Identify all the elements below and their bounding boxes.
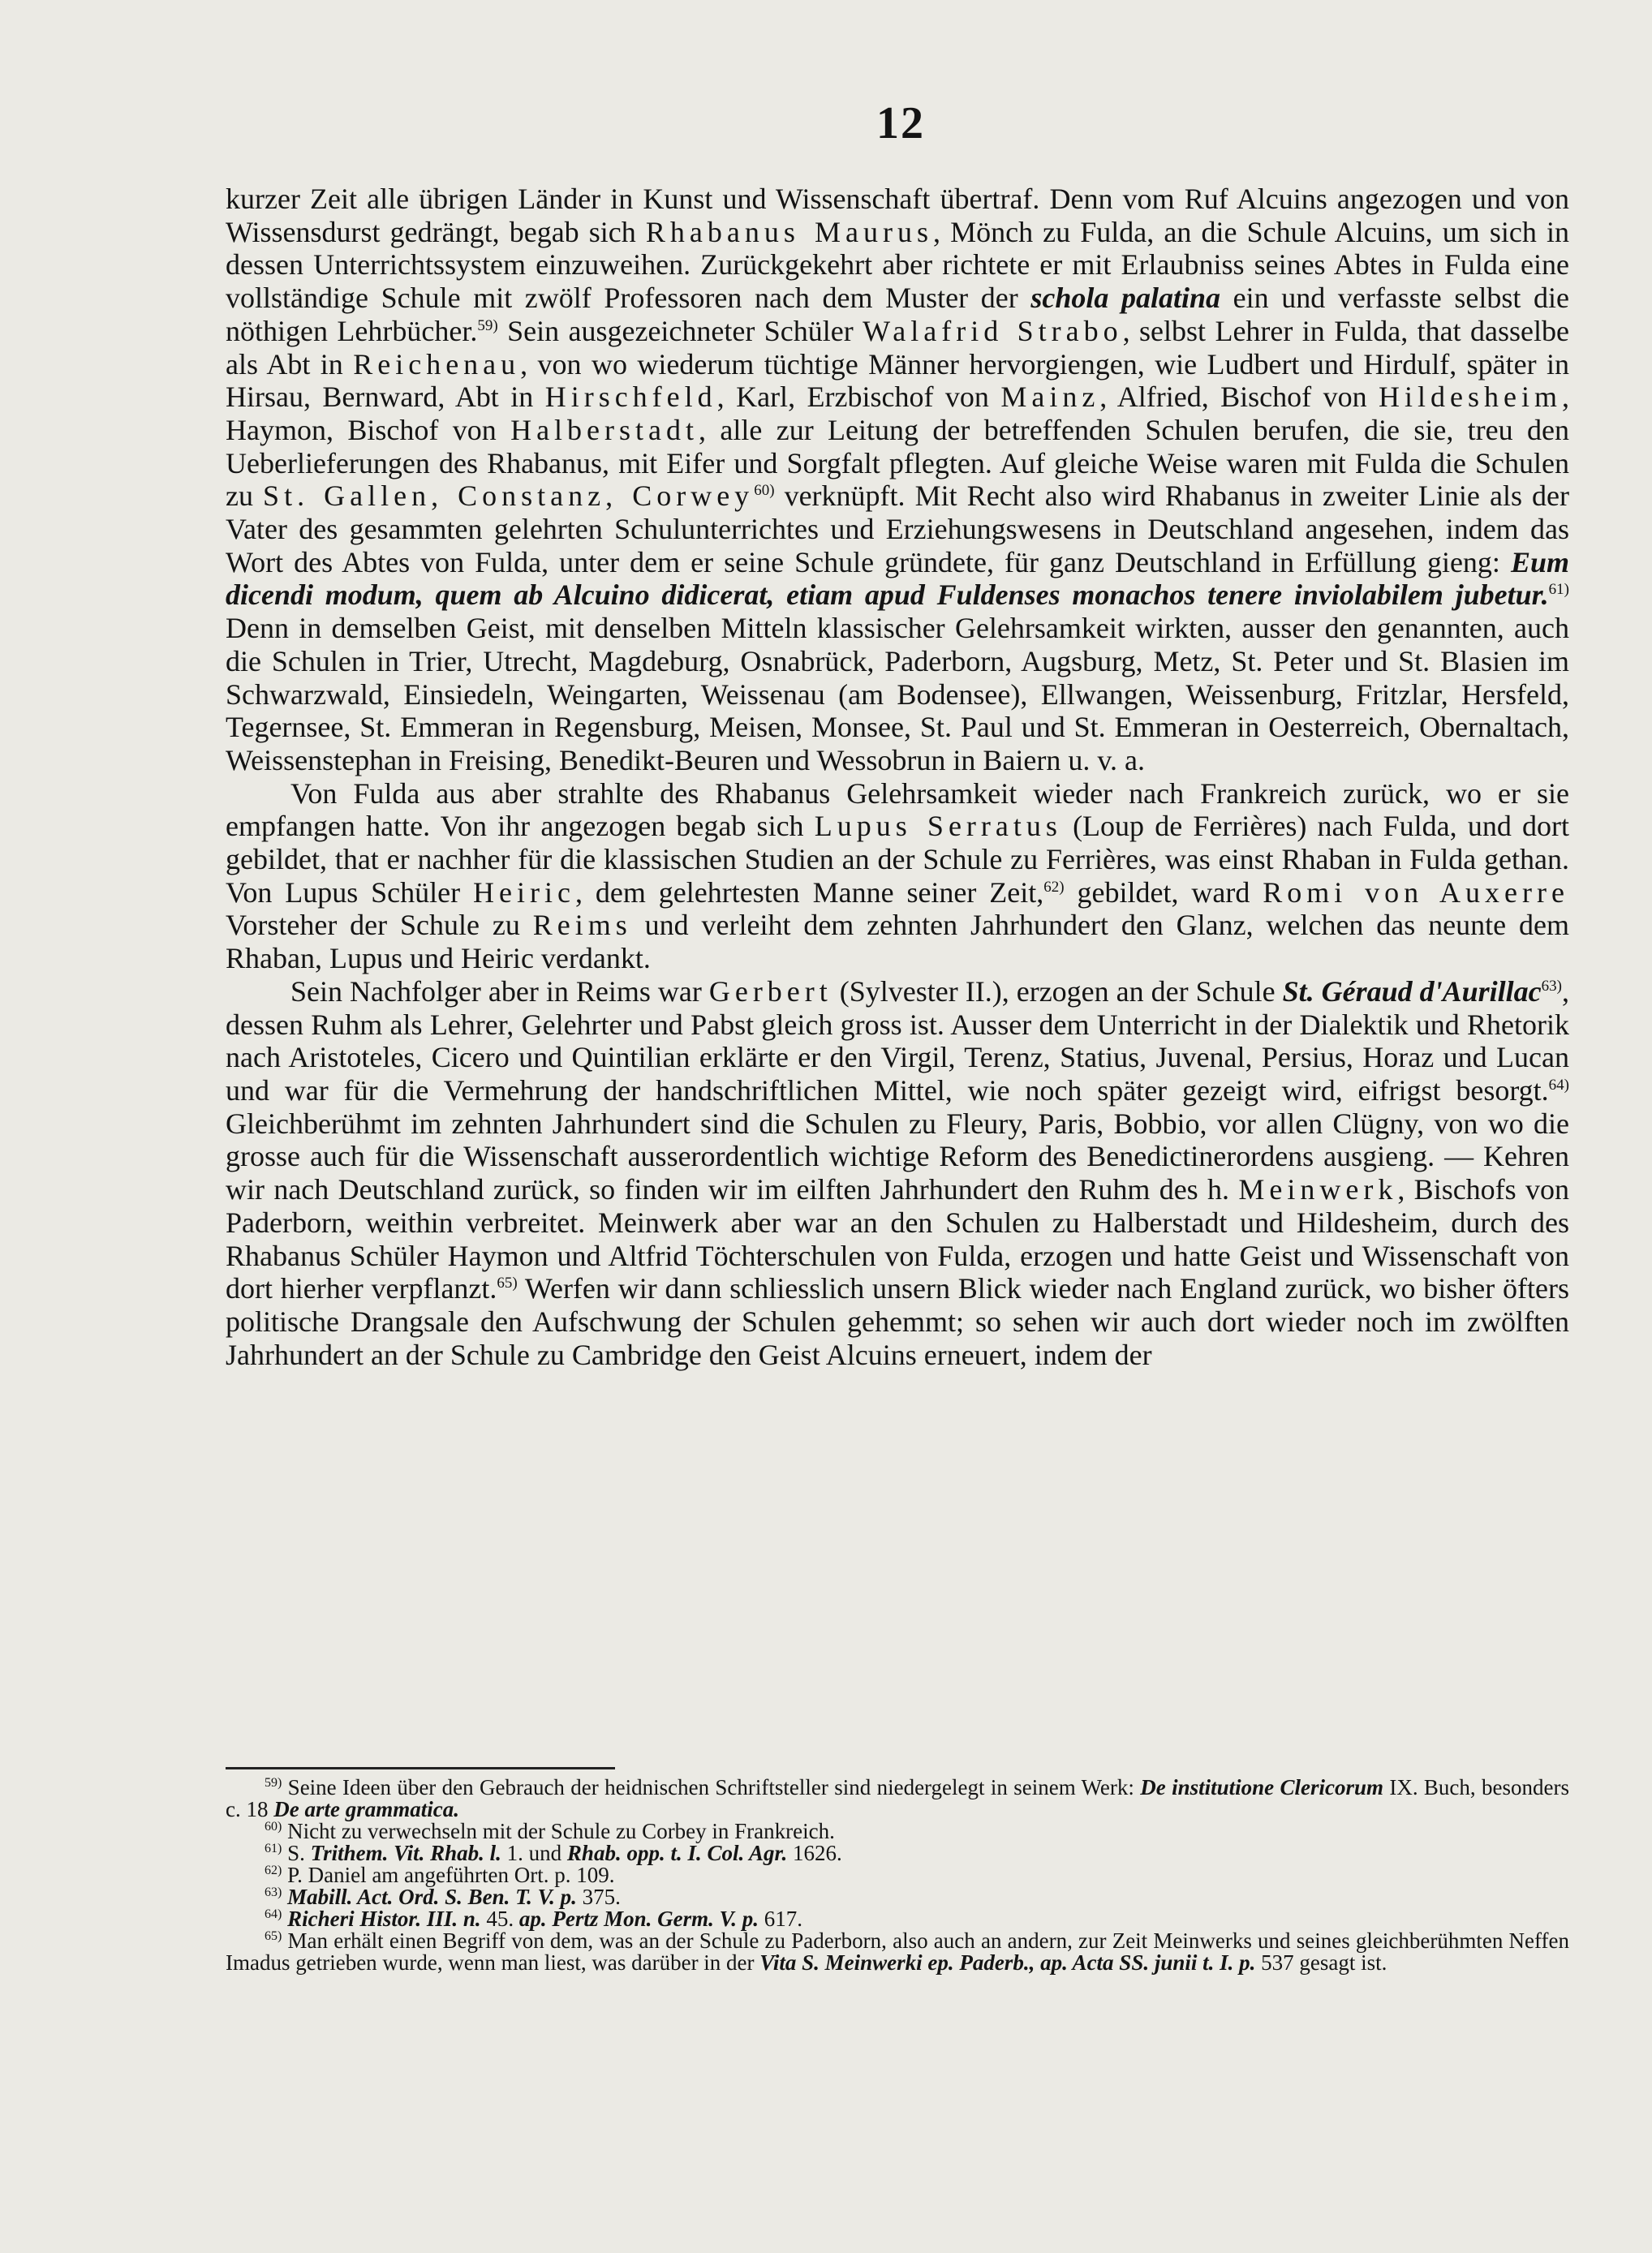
- text-run: gebildet, ward: [1064, 875, 1263, 909]
- text-run: , Haymon, Bischof von: [226, 381, 1570, 446]
- paragraph-1: [226, 183, 1569, 777]
- spaced-name: Heiric: [473, 875, 575, 909]
- footnote-work: Mabill. Act. Ord. S. Ben. T. V. p.: [287, 1885, 577, 1909]
- footnote-ref: 61): [1548, 581, 1569, 599]
- spaced-name: Rhabanus Maurus: [645, 215, 933, 248]
- footnote-64: $^{64)}$ Richeri Histor. III. n. 45. ap. Pertz Mon. Germ. V. p. 617.: [265, 1907, 802, 1931]
- text-run: , dessen Ruhm als Lehrer, Gelehrter und Pabst gleich gross ist. Ausser dem Unterricht in der Dialektik und Rhetorik nach Aristoteles, Cicero und Quintilian erklärte er den Virgil, Terenz, Statius, Juvenal, Persius, Horaz und Lucan und war für die Vermehrung der handschriftlichen Mittel, wie noch später gezeigt wird, eifrigst besorgt.: [226, 974, 1569, 1107]
- spaced-name: Walafrid Strabo: [863, 314, 1123, 347]
- text-run: , Bischofs von Paderborn, weithin verbreitet. Meinwerk aber war an den Schulen zu Halberstadt und Hildesheim, durch des Rhabanus Schüler Haymon und Altfrid Töchterschulen von Fulda, erzogen und hatte Geist und Wissenschaft von dort hierher verpflanzt.: [226, 1173, 1570, 1305]
- text-run: Gleichberühmt im zehnten Jahrhundert sind die Schulen zu Fleury, Paris, Bobbio, vor allen Clügny, von wo die grosse auch für die Wissenschaft ausserordentlich wichtige Reform des Benedictinerordens ausgieng. — Kehren wir nach Deutschland zurück, so finden wir im eilften Jahrhundert den Ruhm des h.: [226, 1107, 1569, 1206]
- text-run: kurzer Zeit alle übrigen Länder in Kunst und Wissenschaft übertraf. Denn vom Ruf Alcuins angezogen und von Wissensdurst gedrängt, begab sich: [226, 183, 1569, 248]
- text-run: , von wo wiederum tüchtige Männer hervorgiengen, wie Ludbert und Hirdulf, später in Hirsau, Bernward, Abt in: [226, 347, 1569, 414]
- footnote-work: Richeri Histor. III. n.: [287, 1907, 481, 1931]
- footnotes: [226, 1777, 1569, 1974]
- footnote-63: $^{63)}$ Mabill. Act. Ord. S. Ben. T. V. p. 375.: [265, 1885, 621, 1909]
- spaced-name: Reichenau: [353, 347, 521, 381]
- footnote-62: $^{62)}$ P. Daniel am angeführten Ort. p. 109.: [265, 1863, 615, 1887]
- spaced-name: Gerbert: [708, 974, 832, 1008]
- text-run: , Karl, Erzbischof von: [716, 381, 1001, 414]
- text-run: Denn in demselben Geist, mit denselben Mitteln klassischer Gelehrsamkeit wirkten, ausser den genannten, auch die Schulen in Trier, Utrecht, Magdeburg, Osnabrück, Paderborn, Augsburg, Metz, St. Peter und St. Blasien im Schwarzwald, Einsiedeln, Weingarten, Weissenau (am Bodensee), Ellwangen, Weissenburg, Fritzlar, Hersfeld, Tegernsee, St. Emmeran in Regensburg, Meisen, Monsee, St. Paul und St. Emmeran in Oesterreich, Obernaltach, Weissenstephan in Freising, Benedikt-Beuren und Wessobrun in Baiern u. v. a.: [226, 612, 1569, 776]
- footnote-ref: 60): [754, 482, 775, 500]
- text-run: , Mönch zu Fulda, an die Schule Alcuins, um sich in dessen Unterrichtssystem einzuweihen. Zurückgekehrt aber richtete er mit Erlaubniss seines Abtes in Fulda eine vollständige Schule mit zwölf Professoren nach dem Muster der: [226, 215, 1569, 315]
- text-run: Werfen wir dann schliesslich unsern Blick wieder nach England zurück, wo bisher öfters politische Drangsale den Aufschwung der Schulen gehemmt; so sehen wir auch dort wieder noch im zwölften Jahrhundert an der Schule zu Cambridge den Geist Alcuins erneuert, indem der: [226, 1272, 1569, 1371]
- footnote-60: $^{60)}$ Nicht zu verwechseln mit der Schule zu Corbey in Frankreich.: [265, 1819, 835, 1843]
- footnote-work: Trithem. Vit. Rhab. l.: [310, 1841, 501, 1865]
- footnote-59: $^{59)}$ Seine Ideen über den Gebrauch der heidnischen Schriftsteller sind niedergelegt in seinem Werk: De institutione Clericorum IX. Buch, besonders c. 18 De arte grammatica.: [226, 1775, 1569, 1821]
- text-run: Vorsteher der Schule zu: [226, 909, 533, 942]
- footnote-ref: 64): [1548, 1076, 1569, 1094]
- text-run: (Sylvester II.), erzogen an der Schule: [832, 974, 1283, 1008]
- spaced-name: Hildesheim: [1379, 381, 1563, 414]
- spaced-name: Romi von Auxerre: [1263, 875, 1569, 909]
- text-run: , selbst Lehrer in Fulda, that dasselbe als Abt in: [226, 314, 1569, 381]
- footnote-ref: 62): [1043, 878, 1065, 896]
- text-run: , dem gelehrtesten Manne seiner Zeit,: [574, 875, 1044, 909]
- spaced-name: Halberstadt: [510, 413, 699, 446]
- spaced-name: St. Gallen, Constanz, Corwey: [263, 479, 755, 513]
- footnote-61: $^{61)}$ S. Trithem. Vit. Rhab. l. 1. und Rhab. opp. t. I. Col. Agr. 1626.: [265, 1841, 842, 1865]
- footnote-work: De arte grammatica.: [273, 1797, 459, 1821]
- paragraph-2: [226, 777, 1569, 975]
- text-run: Sein ausgezeichneter Schüler: [497, 314, 863, 347]
- text-run: Von Fulda aus aber strahlte des Rhabanus Gelehrsamkeit wieder nach Frankreich zurück, wo er sie empfangen hatte. Von ihr angezogen begab sich: [226, 776, 1569, 843]
- spaced-name: Reims: [532, 909, 632, 942]
- main-text: [226, 183, 1569, 1371]
- latin-quote: Eum dicendi modum, quem ab Alcuino didicerat, etiam apud Fuldenses monachos tenere inviolabilem jubetur.: [226, 545, 1569, 612]
- text-run: und verleiht dem zehnten Jahrhundert den Glanz, welchen das neunte dem Rhaban, Lupus und Heiric verdankt.: [226, 909, 1569, 975]
- footnote-ref: 65): [497, 1275, 518, 1292]
- spaced-name: Lupus Serratus: [814, 810, 1062, 843]
- latin-quote: schola palatina: [1030, 282, 1220, 315]
- page-number: 12: [876, 98, 925, 148]
- paragraph-3: [226, 975, 1569, 1371]
- spaced-name: Mainz: [1000, 381, 1100, 414]
- spaced-name: Hirschfeld: [544, 381, 717, 414]
- footnote-work: Vita S. Meinwerki ep. Paderb., ap. Acta SS. junii t. I. p.: [759, 1950, 1256, 1975]
- footnote-separator: [226, 1767, 615, 1769]
- footnote-work: Rhab. opp. t. I. Col. Agr.: [566, 1841, 788, 1865]
- spaced-name: Meinwerk: [1238, 1173, 1398, 1206]
- footnote-ref: 63): [1541, 977, 1562, 995]
- footnote-work: ap. Pertz Mon. Germ. V. p.: [518, 1907, 759, 1931]
- text-run: (Loup de Ferrières) nach Fulda, und dort gebildet, that er nachher für die klassischen Studien an der Schule zu Ferrières, was einst Rhaban in Fulda gethan. Von Lupus Schüler: [226, 810, 1570, 909]
- text-run: , Alfried, Bischof von: [1099, 381, 1379, 414]
- text-run: Sein Nachfolger aber in Reims war: [290, 974, 709, 1008]
- footnote-ref: 59): [477, 316, 498, 334]
- footnote-work: De institutione Clericorum: [1140, 1775, 1383, 1799]
- text-run: verknüpft. Mit Recht also wird Rhabanus in zweiter Linie als der Vater des gesammten gelehrten Schulunterrichtes und Erziehungswesens in Deutschland angesehen, indem das Wort des Abtes von Fulda, unter dem er seine Schule gründete, für ganz Deutschland in Erfüllung gieng:: [226, 479, 1569, 578]
- footnote-65: $^{65)}$ Man erhält einen Begriff von dem, was an der Schule zu Paderborn, also auch an andern, zur Zeit Meinwerks und seines gleichberühmten Neffen Imadus getrieben wurde, wenn man liest, was darüber in der Vita S. Meinwerki ep. Paderb., ap. Acta SS. junii t. I. p. 537 gesagt ist.: [226, 1928, 1569, 1975]
- text-run: , alle zur Leitung der betreffenden Schulen berufen, die sie, treu den Ueberlieferungen des Rhabanus, mit Eifer und Sorgfalt pflegten. Auf gleiche Weise waren mit Fulda die Schulen zu: [226, 413, 1569, 513]
- latin-quote: St. Géraud d'Aurillac: [1282, 974, 1542, 1008]
- text-run: ein und verfasste selbst die nöthigen Lehrbücher.: [226, 282, 1569, 347]
